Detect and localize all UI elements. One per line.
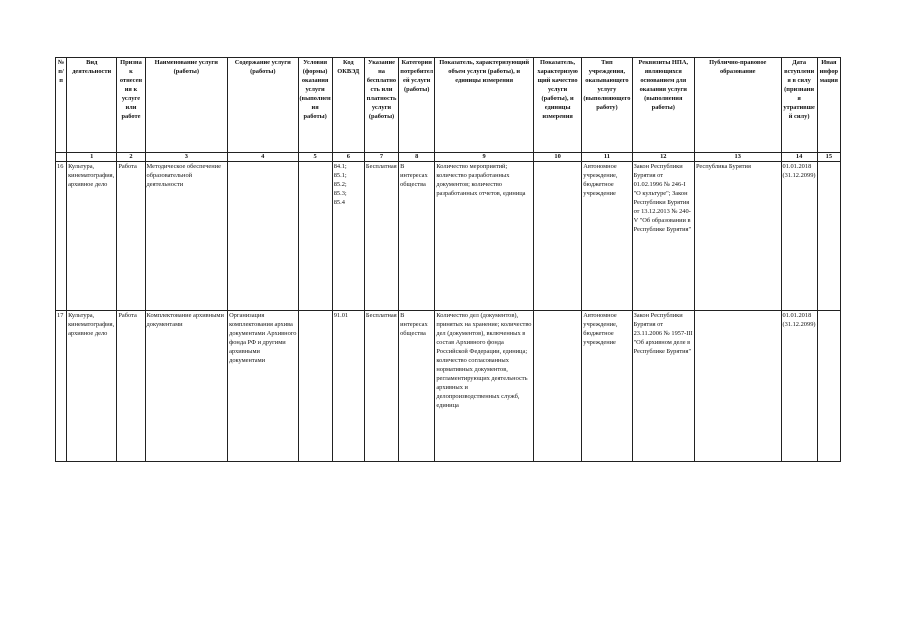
entity-cell (694, 311, 781, 462)
attribute-cell: Работа (117, 311, 145, 462)
col-number: 8 (399, 153, 435, 162)
npa-cell: Закон Республики Бурятия от 23.11.2006 № 1957-III "Об архивном деле в Республике Бурятия" (632, 311, 694, 462)
col-number: 4 (228, 153, 298, 162)
table-row (56, 311, 841, 462)
col-number: 7 (364, 153, 398, 162)
quality-cell (533, 162, 581, 311)
col-header-num: № п/п (56, 58, 67, 153)
col-number: 12 (632, 153, 694, 162)
other-cell (817, 162, 840, 311)
col-number: 6 (332, 153, 364, 162)
institution-type-cell: Автономное учреждение, бюджетное учреждение (582, 162, 632, 311)
col-header-institution-type: Тип учреждения, оказывающего услугу (выполняющего работу) (582, 58, 632, 153)
npa-cell: Закон Республики Бурятия от 01.02.1996 № 246-I "О культуре"; Закон Республики Бурятия от 13.12.2013 № 240-V "Об образовании в Республике Бурятия" (632, 162, 694, 311)
date-cell: 01.01.2018 (31.12.2099) (781, 162, 817, 311)
payment-cell: Бесплатная (364, 162, 398, 311)
col-header-content: Содержание услуги (работы) (228, 58, 298, 153)
activity-cell: Культура, кинематография, архивное дело (67, 311, 117, 462)
col-number: 11 (582, 153, 632, 162)
content-cell (228, 162, 298, 311)
col-header-name: Наименование услуги (работы) (145, 58, 228, 153)
col-header-activity: Вид деятельности (67, 58, 117, 153)
okved-cell: 91.01 (332, 311, 364, 462)
other-cell (817, 311, 840, 462)
col-header-consumers: Категории потребителей услуги (работы) (399, 58, 435, 153)
col-number: 9 (435, 153, 534, 162)
row-num: 17 (56, 311, 67, 462)
col-header-entity: Публично-правовое образование (694, 58, 781, 153)
conditions-cell (298, 311, 332, 462)
col-header-payment: Указание на бесплатность или платность услуги (работы) (364, 58, 398, 153)
col-number: 13 (694, 153, 781, 162)
header-row (56, 58, 841, 153)
date-cell: 01.01.2018 (31.12.2099) (781, 311, 817, 462)
col-number: 2 (117, 153, 145, 162)
col-number: 15 (817, 153, 840, 162)
row-num: 16 (56, 162, 67, 311)
col-header-conditions: Условия (формы) оказания услуги (выполнения работы) (298, 58, 332, 153)
consumers-cell: В интересах общества (399, 311, 435, 462)
volume-cell: Количество мероприятий; количество разработанных документов; количество разработанных отчетов, единица (435, 162, 534, 311)
quality-cell (533, 311, 581, 462)
name-cell: Комплектование архивными документами (145, 311, 228, 462)
consumers-cell: В интересах общества (399, 162, 435, 311)
col-header-attribute: Признак отнесения к услуге или работе (117, 58, 145, 153)
volume-cell: Количество дел (документов), принятых на хранение; количество дел (документов), включенных в состав Архивного фонда Российской Федерации, единица; количество согласованных нормативных документов, регламентирующих деятельность архивных и делопроизводственных служб, единица (435, 311, 534, 462)
col-header-npa: Реквизиты НПА, являющихся основанием для оказания услуги (выполнения работы) (632, 58, 694, 153)
col-header-other: Иная информация (817, 58, 840, 153)
col-number: 14 (781, 153, 817, 162)
entity-cell: Республика Бурятия (694, 162, 781, 311)
col-header-okved: Код ОКВЭД (332, 58, 364, 153)
col-number: 5 (298, 153, 332, 162)
col-number (56, 153, 67, 162)
col-header-date: Дата вступления в силу (признания утратившей силу) (781, 58, 817, 153)
table-row (56, 162, 841, 311)
activity-cell: Культура, кинематография, архивное дело (67, 162, 117, 311)
content-cell: Организация комплектования архива документами Архивного фонда РФ и другими архивными документами (228, 311, 298, 462)
col-header-quality: Показатель, характеризующий качество услуги (работы), и единицы измерения (533, 58, 581, 153)
col-number: 3 (145, 153, 228, 162)
col-number: 1 (67, 153, 117, 162)
payment-cell: Бесплатная (364, 311, 398, 462)
institution-type-cell: Автономное учреждение, бюджетное учреждение (582, 311, 632, 462)
okved-cell: 84.1; 85.1; 85.2; 85.3; 85.4 (332, 162, 364, 311)
name-cell: Методическое обеспечение образовательной деятельности (145, 162, 228, 311)
column-number-row (56, 153, 841, 162)
registry-table (55, 57, 841, 462)
attribute-cell: Работа (117, 162, 145, 311)
conditions-cell (298, 162, 332, 311)
col-header-volume: Показатель, характеризующий объем услуги (работы), и единицы измерения (435, 58, 534, 153)
col-number: 10 (533, 153, 581, 162)
